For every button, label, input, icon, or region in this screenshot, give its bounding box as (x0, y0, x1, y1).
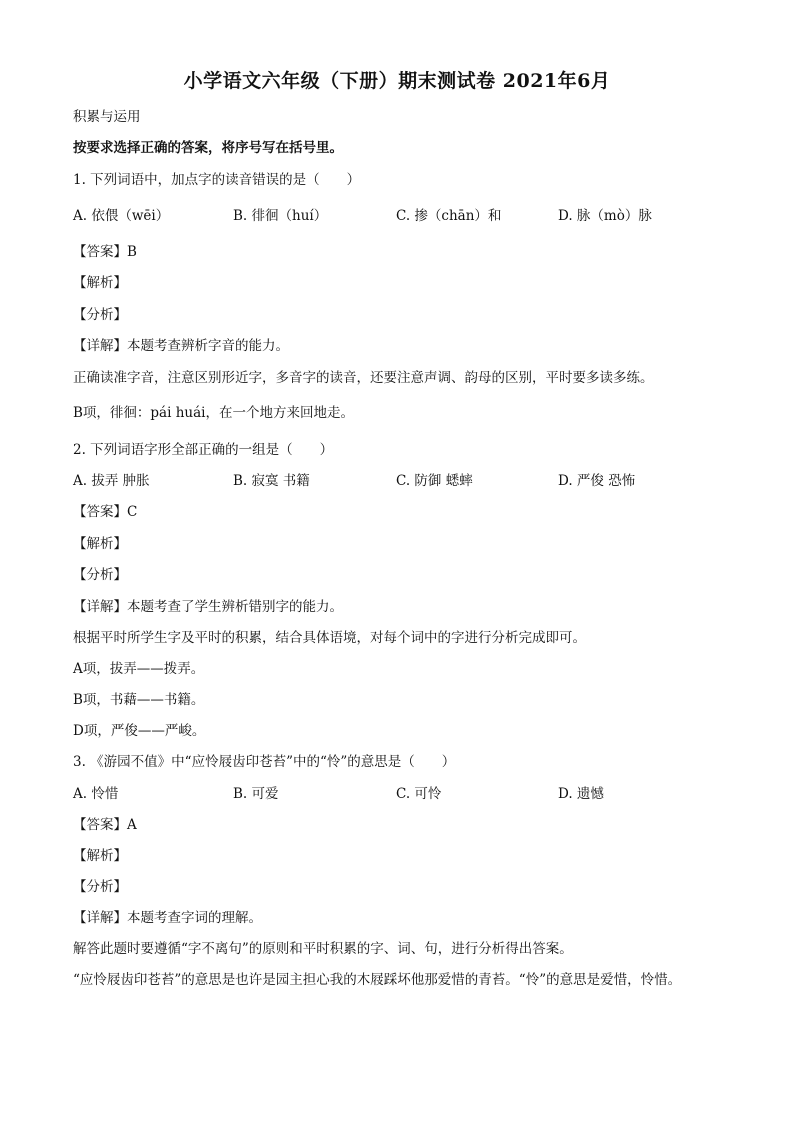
section-heading: 积累与运用 (73, 109, 141, 125)
q2-jiexi: 【解析】 (73, 536, 127, 552)
q2-option-d: D. 严俊 恐怖 (558, 473, 636, 489)
q1-answer: 【答案】B (73, 244, 137, 260)
q3-answer: 【答案】A (73, 817, 137, 833)
q1-explanation-1: 正确读准字音，注意区别形近字，多音字的读音，还要注意声调、韵母的区别，平时要多读多练。 (73, 370, 654, 386)
q3-jiexi: 【解析】 (73, 848, 127, 864)
q1-options (73, 207, 723, 225)
q2-explanation-4: D项，严俊——严峻。 (73, 723, 206, 739)
q3-option-c: C. 可怜 (396, 786, 442, 802)
q2-answer: 【答案】C (73, 504, 138, 520)
q2-stem: 2. 下列词语字形全部正确的一组是（ ） (73, 442, 334, 458)
q2-options (73, 472, 723, 490)
q2-option-b: B. 寂寞 书籍 (233, 473, 310, 489)
q1-option-b: B. 徘徊（huí） (233, 208, 328, 224)
instruction: 按要求选择正确的答案，将序号写在括号里。 (73, 140, 343, 156)
q3-option-b: B. 可爱 (233, 786, 279, 802)
q3-option-a: A. 怜惜 (73, 786, 119, 802)
q2-explanation-3: B项，书藉——书籍。 (73, 692, 205, 708)
q1-fenxi: 【分析】 (73, 307, 127, 323)
q1-explanation-2: B项，徘徊：pái huái，在一个地方来回地走。 (73, 405, 354, 421)
q2-option-a: A. 拔弄 肿胀 (73, 473, 150, 489)
q1-option-a: A. 依偎（wēi） (73, 208, 170, 224)
q1-detail: 【详解】本题考查辨析字音的能力。 (73, 338, 289, 354)
q2-detail: 【详解】本题考查了学生辨析错别字的能力。 (73, 599, 343, 615)
q3-stem: 3. 《游园不值》中“应怜屐齿印苍苔”中的“怜”的意思是（ ） (73, 754, 456, 770)
q1-jiexi: 【解析】 (73, 275, 127, 291)
q2-fenxi: 【分析】 (73, 567, 127, 583)
q2-option-c: C. 防御 蟋蟀 (396, 473, 473, 489)
q1-option-c: C. 掺（chān）和 (396, 208, 502, 224)
page-title: 小学语文六年级（下册）期末测试卷 2021年6月 (183, 70, 611, 92)
q1-option-d: D. 脉（mò）脉 (558, 208, 652, 224)
q3-options (73, 785, 723, 803)
q3-option-d: D. 遗憾 (558, 786, 604, 802)
q3-fenxi: 【分析】 (73, 879, 127, 895)
q3-detail: 【详解】本题考查字词的理解。 (73, 910, 262, 926)
q1-stem: 1. 下列词语中，加点字的读音错误的是（ ） (73, 172, 361, 188)
q3-explanation-2: “应怜屐齿印苍苔”的意思是也许是园主担心我的木屐踩坏他那爱惜的青苔。“怜”的意思是爱惜，怜惜。 (73, 972, 682, 988)
q2-explanation-1: 根据平时所学生字及平时的积累，结合具体语境，对每个词中的字进行分析完成即可。 (73, 630, 586, 646)
q2-explanation-2: A项，拔弄——拨弄。 (73, 661, 205, 677)
q3-explanation-1: 解答此题时要遵循“字不离句”的原则和平时积累的字、词、句，进行分析得出答案。 (73, 941, 573, 957)
